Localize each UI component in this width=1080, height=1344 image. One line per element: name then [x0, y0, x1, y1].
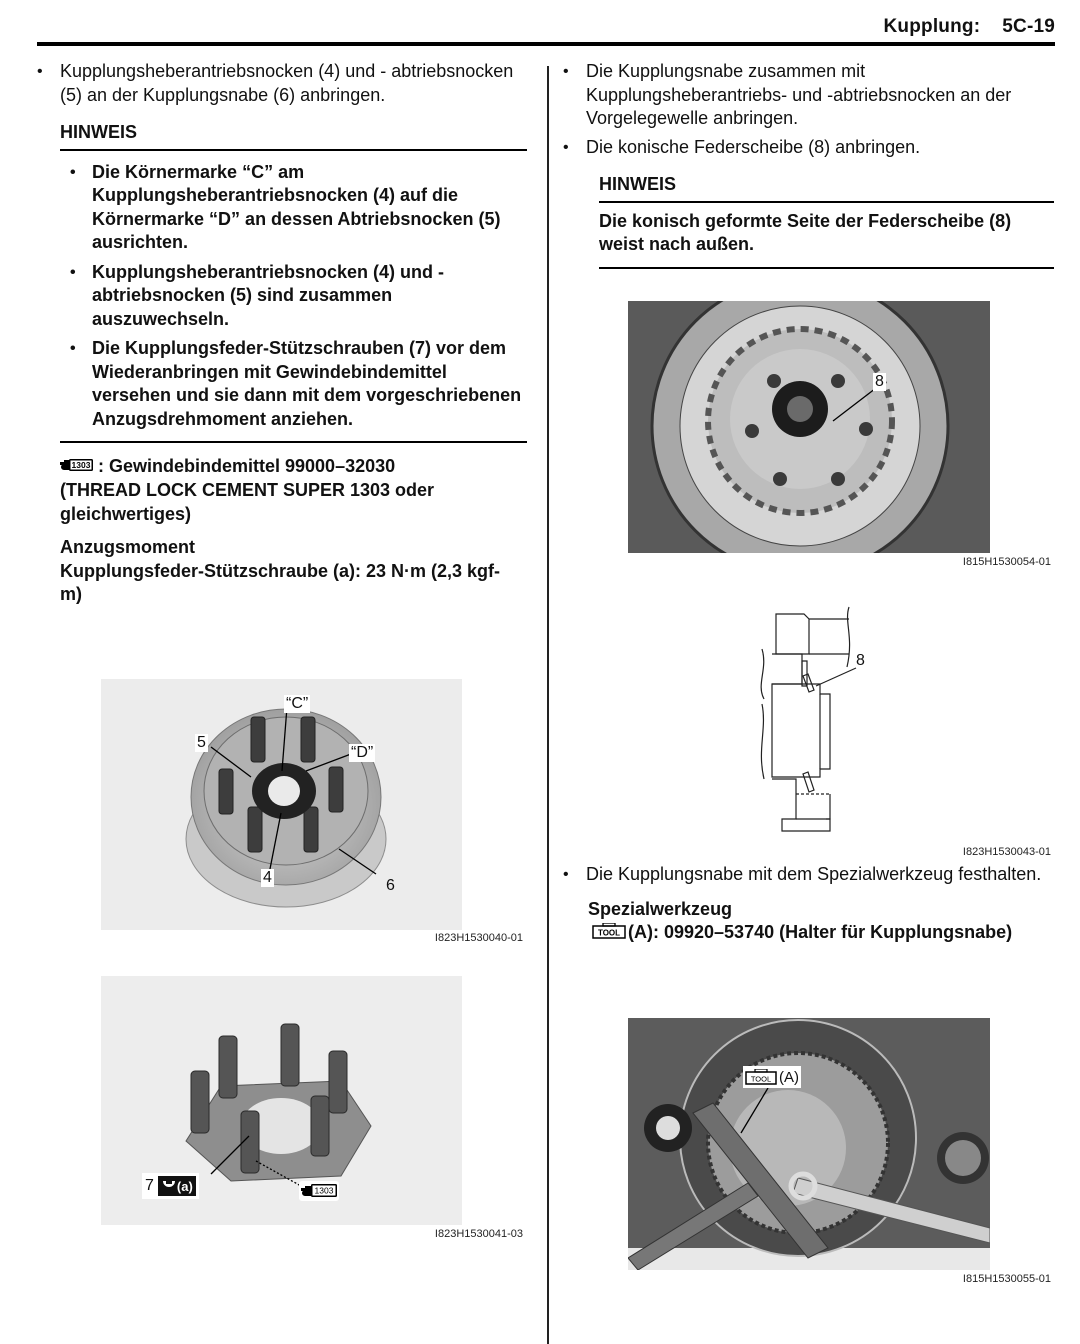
label-5: 5	[197, 734, 206, 751]
washer-section-diagram	[760, 604, 900, 836]
figure-caption: I823H1530041-03	[434, 1228, 523, 1240]
label-a: (A)	[779, 1068, 799, 1086]
figure-caption: I823H1530043-01	[962, 846, 1051, 858]
figure-hub-holder	[628, 1018, 990, 1270]
torque-wrench-icon	[158, 1176, 196, 1196]
torque-value: Kupplungsfeder-Stützschraube (a): 23 N·m (2,3 kgf-m)	[60, 560, 501, 604]
thread-lock-icon-label: 1303	[71, 459, 91, 470]
label-6: 6	[386, 877, 395, 894]
label-7: 7	[145, 1177, 154, 1194]
torque-title: Anzugsmoment	[60, 537, 195, 557]
label-8: 8	[856, 652, 865, 669]
threadlock-line1: : Gewindebindemittel 99000–32030	[98, 456, 396, 476]
section-title: Kupplung:	[883, 16, 981, 37]
column-divider	[547, 66, 549, 1344]
thread-lock-callout-icon	[299, 1181, 339, 1206]
step-install-cams: • Kupplungsheberantriebsnocken (4) und - abtriebsnocken (5) an der Kupplungsnabe (6) anbringen.	[37, 60, 532, 107]
page-number: 5C-19	[1002, 16, 1055, 37]
note-text: Die konisch geformte Seite der Federscheibe (8) weist nach außen.	[599, 203, 1054, 269]
tool-a-callout	[743, 1066, 801, 1088]
bolt-torque-callout	[142, 1173, 199, 1199]
note-title: HINWEIS	[60, 121, 527, 151]
label-4: 4	[263, 869, 272, 886]
header-title	[883, 16, 1055, 38]
page-header	[37, 14, 1055, 44]
note-item: • Die Körnermarke “C” am Kupplungsheberantriebsnocken (4) auf die Körnermarke “D” an dessen Abtriebsnocken (5) ausrichten.	[70, 161, 527, 255]
special-tool-title: Spezialwerkzeug	[588, 898, 733, 919]
figure-washer-section	[760, 604, 900, 836]
threadlock-line2: (THREAD LOCK CEMENT SUPER 1303 oder gleichwertiges)	[60, 480, 435, 524]
special-tool-number: (A): 09920–53740 (Halter für Kupplungsnabe)	[628, 922, 1013, 942]
label-c: “C”	[286, 695, 309, 712]
note-block-2	[599, 173, 1054, 269]
tool-icon	[592, 922, 626, 946]
figure-caption: I815H1530054-01	[962, 556, 1051, 568]
right-column-lower	[563, 863, 1055, 945]
clutch-hub-photo	[101, 679, 462, 930]
step-install-hub: • Die Kupplungsnabe zusammen mit Kupplungsheberantriebs- und -abtriebsnocken an der Vorgelegewelle anbringen.	[563, 60, 1055, 131]
torque-spec	[60, 536, 520, 607]
thread-lock-callout-label: 1303	[314, 1185, 334, 1196]
step-hold-hub: • Die Kupplungsnabe mit dem Spezialwerkzeug festhalten.	[563, 863, 1055, 887]
label-8: 8	[875, 373, 884, 390]
figure-clutch-hub	[101, 679, 462, 930]
clutch-basket-photo	[628, 301, 990, 553]
tool-icon	[745, 1069, 777, 1085]
torque-ref-label: (a)	[176, 1178, 193, 1194]
thread-lock-icon	[60, 456, 94, 480]
hub-holder-photo	[628, 1018, 990, 1270]
tool-callout-label: TOOL	[750, 1074, 772, 1084]
figure-caption: I823H1530040-01	[434, 932, 523, 944]
step-install-washer: • Die konische Federscheibe (8) anbringen.	[563, 136, 1055, 160]
label-d: “D”	[351, 744, 374, 761]
note-title: HINWEIS	[599, 173, 1054, 203]
right-column	[563, 60, 1055, 269]
figure-spring-bolts	[101, 976, 462, 1225]
figure-caption: I815H1530055-01	[962, 1273, 1051, 1285]
figure-clutch-basket	[628, 301, 990, 553]
special-tool-value	[588, 921, 1048, 945]
header-rule	[37, 42, 1055, 46]
special-tool-spec	[588, 898, 1048, 946]
left-column	[37, 60, 532, 607]
tool-icon-label: TOOL	[597, 928, 621, 938]
note-item: • Die Kupplungsfeder-Stützschrauben (7) vor dem Wiederanbringen mit Gewindebindemittel versehen und sie dann mit dem vorgeschriebenen Anzugsdrehmoment anziehen.	[70, 337, 527, 431]
threadlock-spec	[60, 455, 520, 526]
note-item: • Kupplungsheberantriebsnocken (4) und - abtriebsnocken (5) sind zusammen auszuwechseln.	[70, 261, 527, 332]
note-block-1	[60, 121, 527, 443]
note-body	[60, 151, 527, 444]
